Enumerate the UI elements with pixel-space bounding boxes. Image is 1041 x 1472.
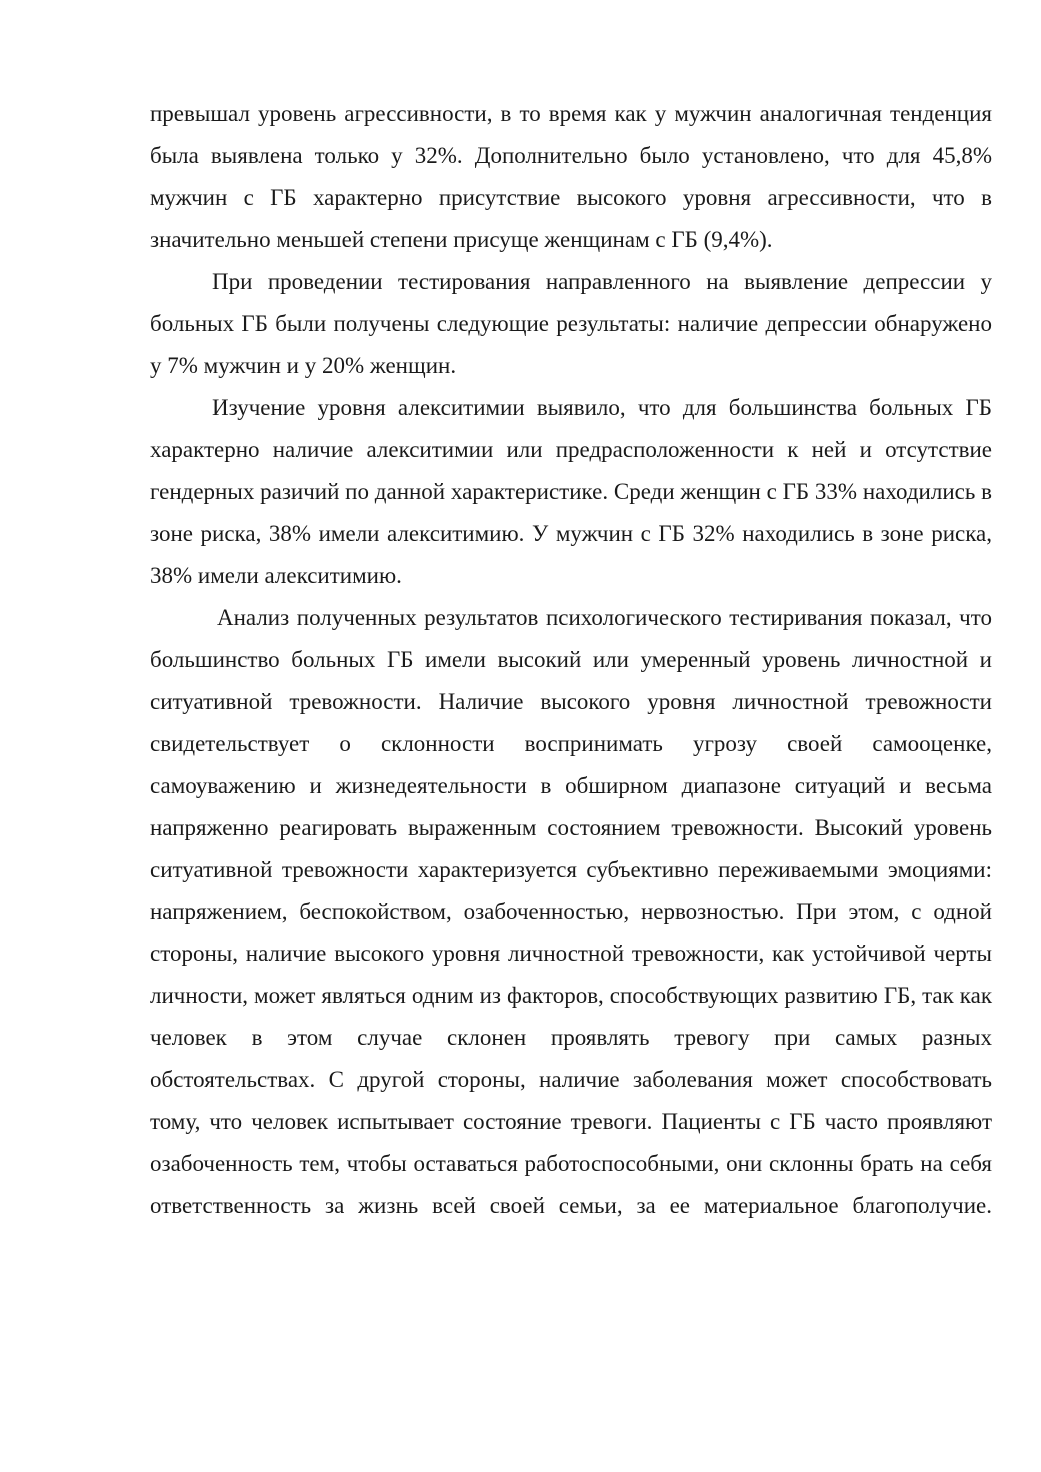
paragraph-aggression-continued: превышал уровень агрессивности, в то время как у мужчин аналогичная тенденция была выявлена только у 32%. Дополнительно было установлено, что для 45,8% мужчин с ГБ характерно присутствие высокого уровня агрессивности, что в значительно меньшей степени присуще женщинам с ГБ (9,4%). bbox=[150, 101, 992, 252]
paragraph-alexithymia: Изучение уровня алекситимии выявило, что для большинства больных ГБ характерно наличие алекситимии или предрасположенности к ней и отсутствие гендерных разичий по данной характеристике. Среди женщин с ГБ 33% находились в зоне риска, 38% имели алекситимию. У мужчин с ГБ 32% находились в зоне риска, 38% имели алекситимию. bbox=[150, 395, 992, 588]
paragraph-anxiety-analysis: Анализ полученных результатов психологического тестиривания показал, что большинство больных ГБ имели высокий или умеренный уровень личностной и ситуативной тревожности. Наличие высокого уровня личностной тревожности свидетельствует о склонности воспринимать угрозу своей самооценке, самоуважению и жизнедеятельности в обширном диапазоне ситуаций и весьма напряженно реагировать выраженным состоянием тревожности. Высокий уровень ситуативной тревожности характеризуется субъективно переживаемыми эмоциями: напряжением, беспокойством, озабоченностью, нервозностью. При этом, с одной стороны, наличие высокого уровня личностной тревожности, как устойчивой черты личности, может являться одним из факторов, способствующих развитию ГБ, так как человек в этом случае склонен проявлять тревогу при самых разных обстоятельствах. С другой стороны, наличие заболевания может способствовать тому, что человек испытывает состояние тревоги. Пациенты с ГБ часто проявляют озабоченность тем, чтобы оставаться работоспособными, они склонны брать на себя ответственность за жизнь всей своей семьи, за ее материальное благополучие. bbox=[150, 605, 992, 1218]
paragraph-depression: При проведении тестирования направленного на выявление депрессии у больных ГБ были получены следующие результаты: наличие депрессии обнаружено у 7% мужчин и у 20% женщин. bbox=[150, 269, 992, 378]
body-text bbox=[150, 93, 992, 1227]
